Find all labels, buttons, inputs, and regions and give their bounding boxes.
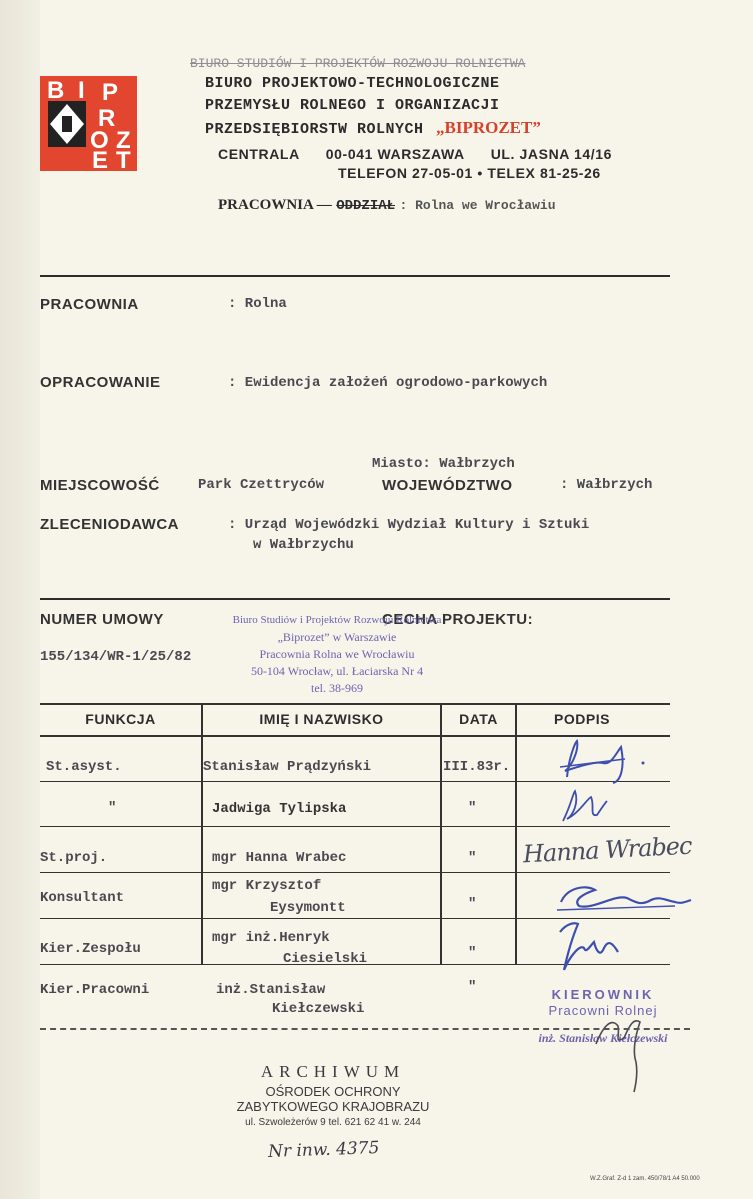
row-4-data: " [468,896,477,912]
header-podpis: PODPIS [554,711,610,727]
binding-edge [0,0,41,1199]
table-col-divider-2 [440,703,442,965]
office-stamp-line-5: tel. 38-969 [311,681,363,695]
header-line-3-text: PRZEDSIĘBIORSTW ROLNYCH [205,121,424,138]
numer-umowy-value: 155/134/WR-1/25/82 [40,649,192,665]
header-data: DATA [459,711,498,727]
address-line-2: TELEFON 27-05-01 • TELEX 81-25-26 [338,165,601,181]
signature-row-2 [553,785,613,829]
row-5-data: " [468,945,477,961]
row-4-name-1: mgr Krzysztof [212,878,322,894]
miejscowosc-value: Park Czettryców [198,477,325,493]
row-5-name-1: mgr inż.Henryk [212,930,330,946]
row-4-funkcja: Konsultant [40,890,125,906]
row-6-name-1: inż.Stanisław [216,982,326,998]
archive-title: ARCHIWUM [260,1062,406,1081]
rule-top [40,275,670,277]
row-3-funkcja: St.proj. [40,850,108,866]
cecha-projektu-text: CECHA PROJEKTU [382,611,528,628]
office-stamp-line-2: „Biprozet” w Warszawie [277,630,397,644]
wojewodztwo-value: : Wałbrzych [560,477,653,493]
archive-line-3: ul. Szwoleżerów 9 tel. 621 62 41 w. 244 [245,1117,421,1128]
brand-name: „BIPROZET” [436,118,541,137]
row-5-name-2: Ciesielski [283,951,368,967]
zleceniodawca-value-1: : Urząd Wojewódzki Wydział Kultury i Sztuki [228,517,590,533]
signature-row-4 [555,880,695,920]
office-stamp-line-1: Biuro Studiów i Projektów Rozwoju Rolnictwa [232,614,442,626]
row-3-data: " [468,850,477,866]
zleceniodawca-label: ZLECENIODAWCA [40,516,179,533]
row-5-funkcja: Kier.Zespołu [40,941,141,957]
struck-former-name: BIURO STUDIÓW I PROJEKTÓW ROZWOJU ROLNICTWA [190,56,526,71]
dashed-separator [40,1028,690,1030]
zleceniodawca-value-2: w Wałbrzychu [253,537,354,553]
print-note: W.Z.Graf. Z-d 1 zam. 450/78/1 A4 50.000 [590,1176,700,1182]
row-3-name: mgr Hanna Wrabec [212,850,347,866]
office-stamp [222,612,452,697]
logo-letter-r: R [98,105,116,132]
logo-letter-z: Z [116,127,131,154]
office-stamp-line-4: 50-104 Wrocław, ul. Łaciarska Nr 4 [250,664,424,678]
table-col-divider-1 [201,703,203,965]
archive-line-1: OŚRODEK OCHRONY [265,1084,401,1099]
pracownia-header-label: PRACOWNIA — [218,197,332,213]
opracowanie-value: : Ewidencja założeń ogrodowo-parkowych [228,375,548,391]
office-stamp-line-3: Pracownia Rolna we Wrocławiu [259,647,415,661]
logo-letter-o: O [90,127,109,154]
pracownia-value: : Rolna [228,296,287,312]
address-street: UL. JASNA 14/16 [490,146,612,162]
row-1-name: Stanisław Prądzyński [203,759,372,775]
table-col-divider-3 [515,703,517,965]
logo-letter-e: E [92,147,109,171]
row-2-funkcja: " [108,800,117,816]
row-2-data: " [468,800,477,816]
header-imie-nazwisko: IMIĘ I NAZWISKO [259,711,384,727]
row-1-data: III.83r. [443,759,511,775]
row-6-data: " [468,979,477,995]
header-line-3 [205,118,541,138]
row-6-name-2: Kiełczewski [272,1001,365,1017]
signature-row-1 [555,737,665,785]
header-line-2: PRZEMYSŁU ROLNEGO I ORGANIZACJI [205,97,500,114]
row-1-funkcja: St.asyst. [46,759,122,775]
archive-stamp [213,1062,453,1128]
kierownik-stamp-line-2: Pracowni Rolnej [548,1003,658,1018]
logo-letter-t: T [116,147,131,171]
archive-line-2: ZABYTKOWEGO KRAJOBRAZU [236,1099,430,1114]
address-centrala: CENTRALA [218,146,300,162]
miejscowosc-label: MIEJSCOWOŚĆ [40,477,160,494]
biprozet-logo [40,76,137,171]
numer-umowy-label: NUMER UMOWY [40,611,164,628]
address-line-1 [218,146,612,162]
header-funkcja: FUNKCJA [85,711,156,727]
row-6-funkcja: Kier.Pracowni [40,982,150,998]
opracowanie-label: OPRACOWANIE [40,374,161,391]
miasto-note: Miasto: Wałbrzych [372,456,515,472]
row-2-name: Jadwiga Tylipska [212,801,347,817]
rule-middle [40,598,670,600]
wojewodztwo-label: WOJEWÓDZTWO [382,477,513,494]
address-city: 00-041 WARSZAWA [325,146,465,162]
signature-row-5 [540,918,640,978]
signature-row-3: Hanna Wrabec [522,831,693,869]
table-top-border [40,703,670,705]
table-row-divider-3 [40,872,670,873]
cecha-projektu-colon: : [527,611,534,628]
oddzial-struck: ODDZIAŁ [336,198,396,214]
signature-kierownik [590,1004,660,1094]
pracownia-header-value: : Rolna we Wrocławiu [399,198,556,213]
header-line-1: BIURO PROJEKTOWO-TECHNOLOGICZNE [205,75,500,92]
row-4-name-2: Eysymontt [270,900,346,916]
kierownik-stamp-line-3: inż. Stanisław Kiełczewski [538,1031,668,1045]
logo-letter-b: B [47,77,65,104]
inventory-number-handwritten: Nr inw. 4375 [267,1138,380,1162]
pracownia-header [218,196,556,214]
pracownia-label: PRACOWNIA [40,296,139,313]
kierownik-stamp-title: KIEROWNIK [551,987,655,1002]
logo-letter-p: P [102,79,119,106]
logo-letter-i: I [78,77,85,104]
